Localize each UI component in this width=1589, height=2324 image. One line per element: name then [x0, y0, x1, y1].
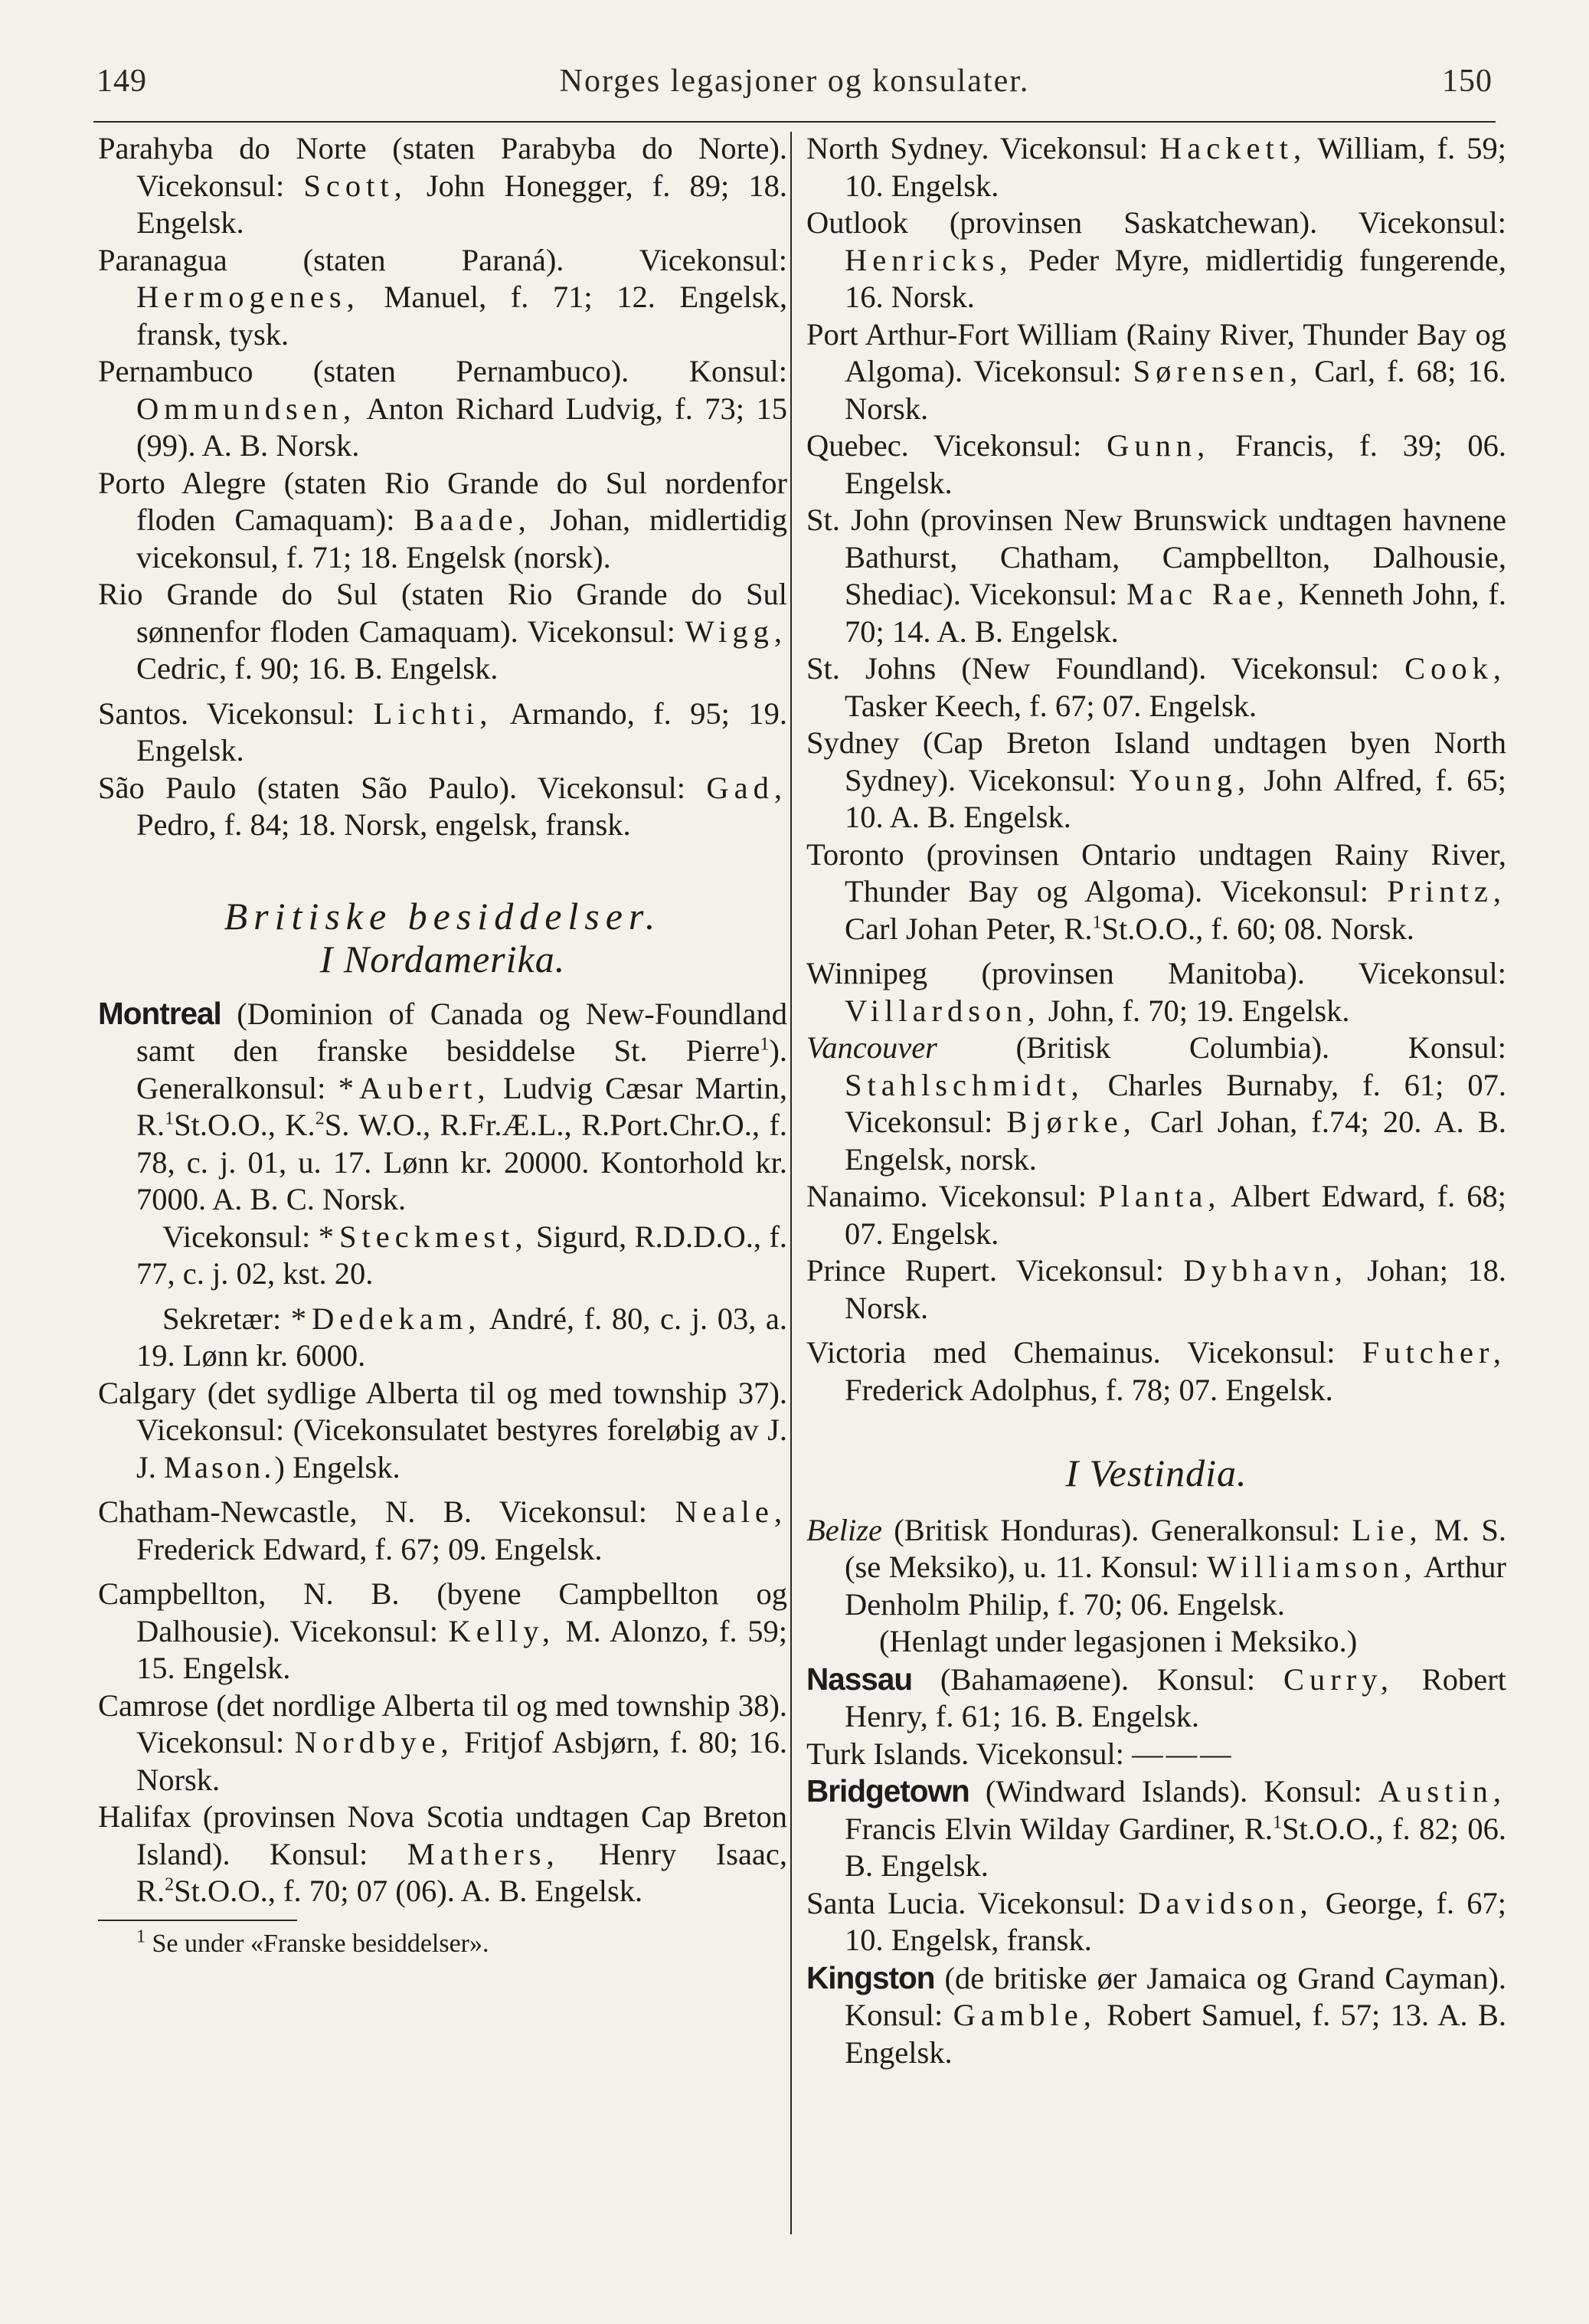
person-name: Wigg, — [685, 614, 787, 649]
person-name: *Steckmest, — [318, 1219, 528, 1254]
page-number-right: 150 — [1442, 64, 1493, 99]
person-name: Hermogenes, — [136, 280, 360, 314]
entry-paranagua: Paranagua (staten Paraná). Vicekonsul: Hermogenes, Manuel, f. 71; 12. Engelsk, fransk, tysk. — [98, 242, 787, 352]
header-rule — [93, 121, 1496, 123]
section-subtitle-vestindia: I Vestindia. — [1065, 1452, 1247, 1494]
section-title: Britiske besiddelser. — [224, 894, 662, 938]
entry-outlook: Outlook (provinsen Saskatchewan). Vicekonsul: Henricks, Peder Myre, midlertidig fungerende, 16. Norsk. — [806, 205, 1506, 314]
entry-port-arthur: Port Arthur-Fort William (Rainy River, Thunder Bay og Algoma). Vicekonsul: Sørensen, Carl, f. 68; 16. Norsk. — [806, 316, 1506, 426]
entry-north-sydney: North Sydney. Vicekonsul: Hackett, William, f. 59; 10. Engelsk. — [806, 131, 1506, 203]
entry-turk-islands: Turk Islands. Vicekonsul: ——— — [806, 1736, 1234, 1771]
city-heading: Belize — [806, 1512, 882, 1547]
person-name: Sørensen, — [1133, 354, 1303, 388]
person-name: Mathers, — [407, 1836, 560, 1871]
person-name: Futcher, — [1362, 1335, 1506, 1370]
entry-vancouver: Vancouver (Britisk Columbia). Konsul: Stahlschmidt, Charles Burnaby, f. 61; 07. Vicekonsul: Bjørke, Carl Johan, f.74; 20. A. B. Engelsk, norsk. — [806, 1030, 1506, 1177]
person-name: Gad, — [706, 770, 787, 805]
person-name: Davidson, — [1138, 1885, 1313, 1920]
city-heading: Kingston — [806, 1959, 935, 1995]
montreal-vicekonsul: Vicekonsul: *Steckmest, Sigurd, R.D.D.O., f. 77, c. j. 02, kst. 20. — [136, 1219, 787, 1291]
vacant-dash: ——— — [1132, 1736, 1234, 1771]
entry-santa-lucia: Santa Lucia. Vicekonsul: Davidson, George, f. 67; 10. Engelsk, fransk. — [806, 1885, 1506, 1957]
entry-calgary: Calgary (det sydlige Alberta til og med township 37). Vicekonsul: (Vicekonsulatet bestyres foreløbig av J. J. Mason.) Engelsk. — [98, 1375, 787, 1484]
city-heading: Montreal — [98, 995, 221, 1031]
person-name: Villardson, — [845, 993, 1041, 1028]
person-name: Gamble, — [953, 1998, 1097, 2032]
person-name: Hackett, — [1159, 131, 1307, 165]
person-name: Baade, — [414, 502, 531, 537]
person-name: Gunn, — [1107, 428, 1211, 463]
person-name: Ommundsen, — [136, 391, 357, 426]
person-name: Young, — [1129, 762, 1251, 797]
person-name: Bjørke, — [1006, 1105, 1136, 1139]
entry-belize: Belize (Britisk Honduras). Generalkonsul: Lie, M. S. (se Meksiko), u. 11. Konsul: Williamson, Arthur Denholm Philip, f. 70; 06. Engelsk. — [806, 1512, 1506, 1622]
montreal-sekretaer: Sekretær: *Dedekam, André, f. 80, c. j. 03, a. 19. Lønn kr. 6000. — [136, 1301, 788, 1373]
person-name: Neale, — [675, 1494, 787, 1529]
person-name: Dybhavn, — [1183, 1253, 1348, 1288]
person-name: Kelly, — [448, 1613, 556, 1648]
entry-pernambuco: Pernambuco (staten Pernambuco). Konsul: Ommundsen, Anton Richard Ludvig, f. 73; 15 (99). A. B. Norsk. — [98, 354, 787, 463]
person-name: Curry, — [1283, 1661, 1394, 1697]
entry-toronto: Toronto (provinsen Ontario undtagen Rainy River, Thunder Bay og Algoma). Vicekonsul: Printz, Carl Johan Peter, R.$^1$St.O.O., f. 60; 08. Norsk. — [806, 836, 1506, 946]
entry-sao-paulo: São Paulo (staten São Paulo). Vicekonsul: Gad, Pedro, f. 84; 18. Norsk, engelsk, fransk. — [98, 770, 787, 842]
entry-campbellton: Campbellton, N. B. (byene Campbellton og Dalhousie). Vicekonsul: Kelly, M. Alonzo, f. 59; 15. Engelsk. — [98, 1576, 787, 1685]
entry-quebec: Quebec. Vicekonsul: Gunn, Francis, f. 39; 06. Engelsk. — [806, 428, 1506, 500]
column-divider — [790, 132, 792, 2234]
belize-note: (Henlagt under legasjonen i Meksiko.) — [879, 1624, 1358, 1658]
person-name: *Aubert, — [338, 1070, 491, 1105]
city-heading: Bridgetown — [806, 1773, 969, 1808]
entry-parahyba: Parahyba do Norte (staten Parabyba do Norte). Vicekonsul: Scott, John Honegger, f. 89; 18. Engelsk. — [98, 131, 787, 240]
entry-prince-rupert: Prince Rupert. Vicekonsul: Dybhavn, Johan; 18. Norsk. — [806, 1253, 1506, 1325]
entry-nanaimo: Nanaimo. Vicekonsul: Planta, Albert Edward, f. 68; 07. Engelsk. — [806, 1179, 1506, 1251]
footnote-rule — [98, 1920, 297, 1921]
person-name: Printz, — [1387, 874, 1506, 908]
person-name: Williamson, — [1207, 1550, 1417, 1584]
person-name: Lie, — [1352, 1512, 1423, 1547]
person-name: Henricks, — [845, 242, 1013, 277]
footnote: $^1$ Se under «Franske besiddelser». — [136, 1926, 489, 1958]
footnote-ref: 1 — [760, 1034, 770, 1055]
entry-st-johns: St. Johns (New Foundland). Vicekonsul: Cook, Tasker Keech, f. 67; 07. Engelsk. — [806, 651, 1506, 723]
page-title: Norges legasjoner og konsulater. — [559, 64, 1030, 99]
person-name: Lichti, — [373, 696, 493, 731]
entry-montreal: Montreal (Dominion of Canada og New-Foundland samt den franske besiddelse St. Pierre$^1$). Generalkonsul: *Aubert, Ludvig Cæsar Martin, R.$^1$St.O.O., K.$^2$S. W.O., R.Fr.Æ.L., R.Port.Chr.O., f. 78, c. j. 01, u. 17. Lønn kr. 20000. Kontorhold kr. 7000. A. B. C. Norsk. — [98, 995, 787, 1216]
entry-sydney: Sydney (Cap Breton Island undtagen byen North Sydney). Vicekonsul: Young, John Alfred, f. 65; 10. A. B. Engelsk. — [806, 725, 1506, 834]
entry-halifax: Halifax (provinsen Nova Scotia undtagen Cap Breton Island). Konsul: Mathers, Henry Isaac, R.$^2$St.O.O., f. 70; 07 (06). A. B. Engelsk. — [98, 1799, 787, 1908]
entry-camrose: Camrose (det nordlige Alberta til og med township 38). Vicekonsul: Nordbye, Fritjof Asbjørn, f. 80; 16. Norsk. — [98, 1687, 787, 1797]
left-column — [98, 130, 787, 1959]
entry-santos: Santos. Vicekonsul: Lichti, Armando, f. 95; 19. Engelsk. — [98, 696, 787, 768]
right-column — [806, 130, 1506, 2071]
entry-porto-alegre: Porto Alegre (staten Rio Grande do Sul nordenfor floden Camaquam): Baade, Johan, midlertidig vicekonsul, f. 71; 18. Engelsk (norsk). — [98, 465, 788, 574]
entry-winnipeg: Winnipeg (provinsen Manitoba). Vicekonsul: Villardson, John, f. 70; 19. Engelsk. — [806, 956, 1506, 1028]
entry-bridgetown: Bridgetown (Windward Islands). Konsul: Austin, Francis Elvin Wilday Gardiner, R.$^1$St.O.O., f. 82; 06. B. Engelsk. — [806, 1773, 1506, 1883]
person-name: Austin, — [1378, 1774, 1506, 1808]
person-name: *Dedekam, — [290, 1301, 482, 1336]
page-number-left: 149 — [96, 64, 147, 99]
person-name: Scott, — [303, 168, 407, 203]
section-subtitle: I Nordamerika. — [319, 938, 566, 980]
person-name: Cook, — [1404, 651, 1506, 686]
running-header — [96, 63, 1493, 109]
city-heading: Vancouver — [806, 1030, 937, 1065]
person-name: Stahlschmidt, — [845, 1067, 1084, 1102]
city-heading: Nassau — [806, 1661, 913, 1697]
entry-rio-grande: Rio Grande do Sul (staten Rio Grande do Sul sønnenfor floden Camaquam). Vicekonsul: Wigg, Cedric, f. 90; 16. B. Engelsk. — [98, 577, 787, 686]
person-name: Nordbye, — [294, 1725, 454, 1759]
entry-victoria: Victoria med Chemainus. Vicekonsul: Futcher, Frederick Adolphus, f. 78; 07. Engelsk. — [806, 1335, 1506, 1407]
entry-st-john: St. John (provinsen New Brunswick undtagen havnene Bathurst, Chatham, Campbellton, Dalhousie, Shediac). Vicekonsul: Mac Rae, Kenneth John, f. 70; 14. A. B. Engelsk. — [806, 502, 1506, 649]
entry-kingston: Kingston (de britiske øer Jamaica og Grand Cayman). Konsul: Gamble, Robert Samuel, f. 57; 13. A. B. Engelsk. — [806, 1959, 1507, 2070]
person-name: Mac Rae, — [1126, 577, 1290, 611]
person-name: Planta, — [1098, 1179, 1221, 1213]
person-name: Mason. — [164, 1449, 275, 1484]
entry-nassau: Nassau (Bahamaøene). Konsul: Curry, Robert Henry, f. 61; 16. B. Engelsk. — [806, 1661, 1506, 1733]
entry-chatham: Chatham-Newcastle, N. B. Vicekonsul: Neale, Frederick Edward, f. 67; 09. Engelsk. — [98, 1494, 787, 1566]
